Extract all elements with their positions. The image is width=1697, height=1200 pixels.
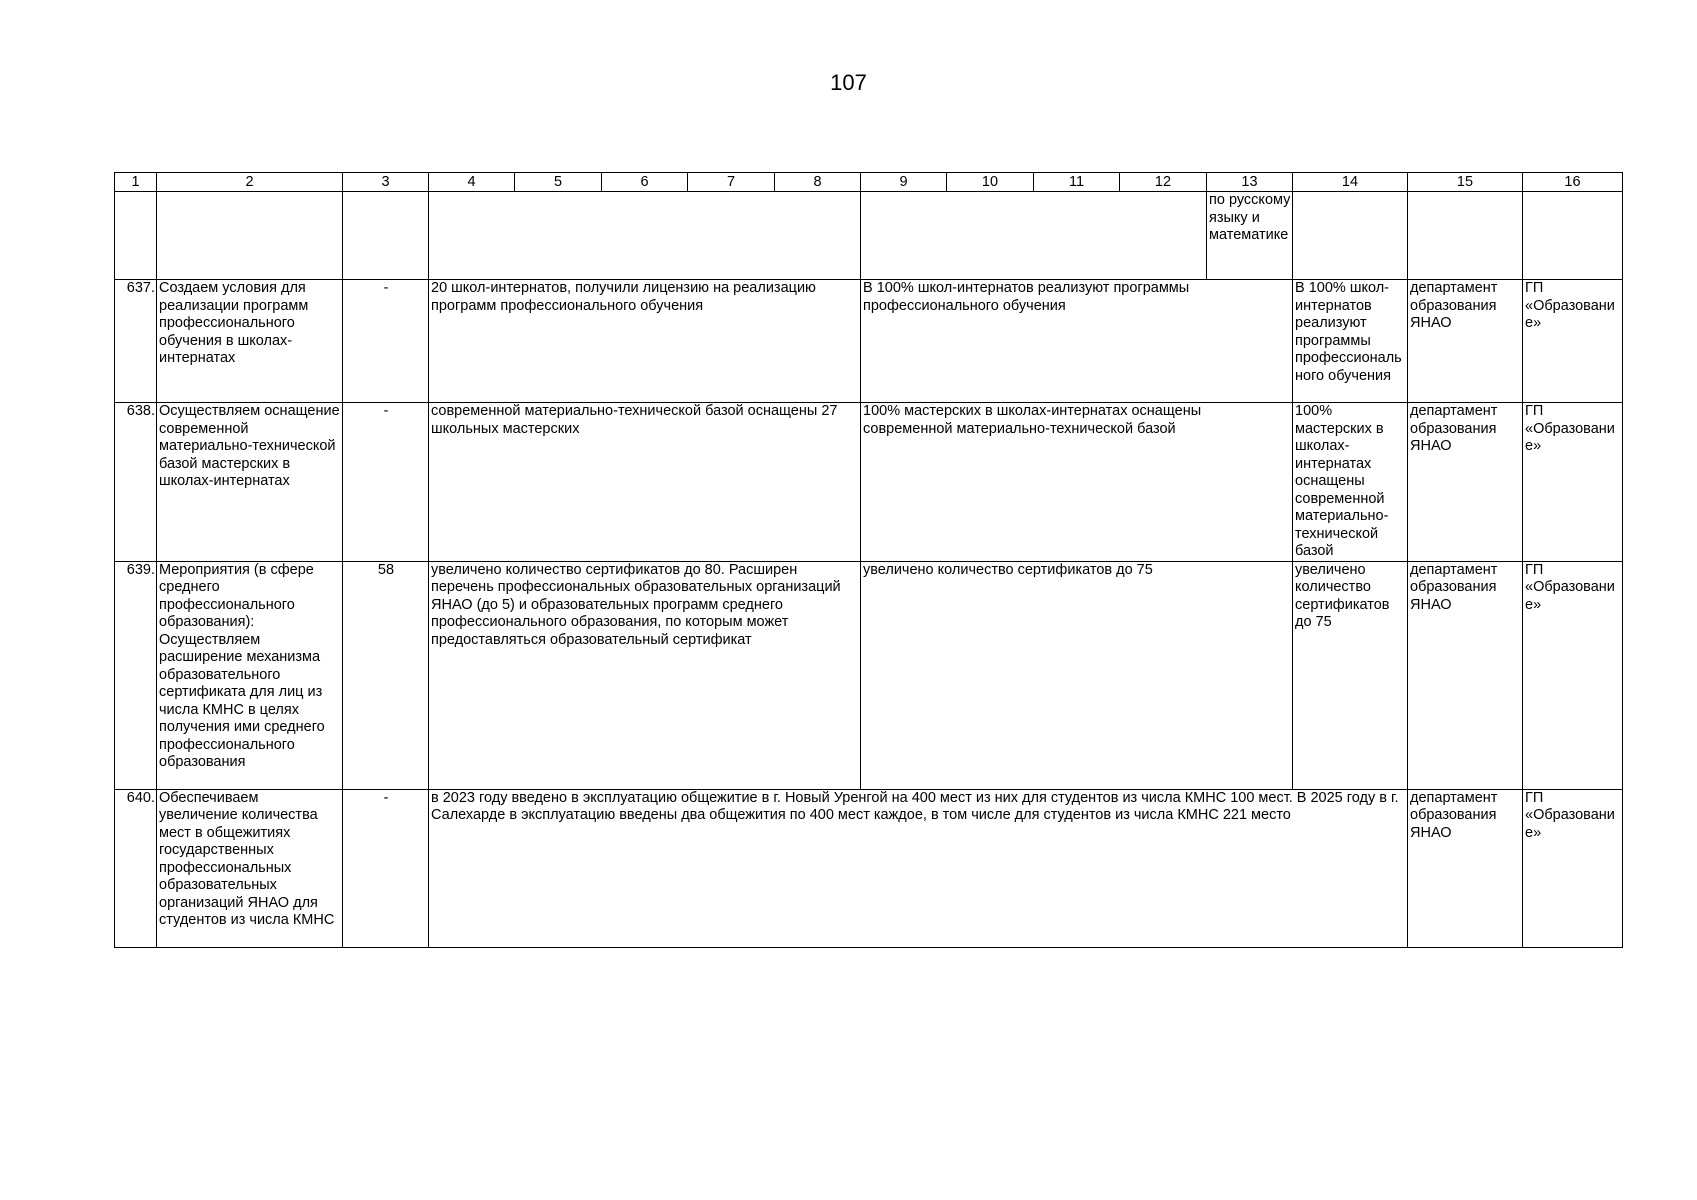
table-row: [115, 561, 1623, 789]
header-cell-4: 4: [429, 173, 515, 192]
responsible-executor: департамент образования ЯНАО: [1408, 561, 1523, 789]
cont-cell-16: [1523, 192, 1623, 280]
result-cols-4-14: в 2023 году введено в эксплуатацию общежитие в г. Новый Уренгой на 400 мест из них для студентов из числа КМНС 100 мест. В 2025 году в г. Салехарде в эксплуатацию введены два общежития по 400 мест каждое, в том числе для студентов из числа КМНС 221 место: [429, 789, 1408, 947]
header-cell-2: 2: [157, 173, 343, 192]
header-cell-16: 16: [1523, 173, 1623, 192]
header-cell-10: 10: [947, 173, 1034, 192]
table-row: [115, 789, 1623, 947]
result-col-14: В 100% школ-интернатов реализуют программы профессионального обучения: [1293, 280, 1408, 403]
header-cell-11: 11: [1034, 173, 1120, 192]
header-cell-12: 12: [1120, 173, 1207, 192]
header-cell-5: 5: [515, 173, 602, 192]
header-cell-9: 9: [861, 173, 947, 192]
state-program: ГП «Образование»: [1523, 280, 1623, 403]
state-program: ГП «Образование»: [1523, 403, 1623, 562]
row-number: 639.: [115, 561, 157, 789]
header-cell-7: 7: [688, 173, 775, 192]
measure-name: Обеспечиваем увеличение количества мест в общежитиях государственных профессиональных образовательных организаций ЯНАО для студентов из числа КМНС: [157, 789, 343, 947]
table-row: [115, 403, 1623, 562]
header-cell-6: 6: [602, 173, 688, 192]
cont-cell-9-12: [861, 192, 1207, 280]
result-cols-9-13: В 100% школ-интернатов реализуют программы профессионального обучения: [861, 280, 1293, 403]
header-cell-8: 8: [775, 173, 861, 192]
result-cols-9-13: увеличено количество сертификатов до 75: [861, 561, 1293, 789]
header-cell-14: 14: [1293, 173, 1408, 192]
cont-cell-15: [1408, 192, 1523, 280]
state-program: ГП «Образование»: [1523, 789, 1623, 947]
table-row: [115, 280, 1623, 403]
responsible-executor: департамент образования ЯНАО: [1408, 789, 1523, 947]
result-cols-4-8: современной материально-технической базой оснащены 27 школьных мастерских: [429, 403, 861, 562]
cont-cell-1: [115, 192, 157, 280]
row-number: 640.: [115, 789, 157, 947]
result-cols-4-8: увеличено количество сертификатов до 80. Расширен перечень профессиональных образовательных организаций ЯНАО (до 5) и образовательных программ среднего профессионального образования, по которым может предоставляться образовательный сертификат: [429, 561, 861, 789]
cont-cell-14: [1293, 192, 1408, 280]
result-cols-4-8: 20 школ-интернатов, получили лицензию на реализацию программ профессионального обучения: [429, 280, 861, 403]
cont-cell-4-8: [429, 192, 861, 280]
responsible-executor: департамент образования ЯНАО: [1408, 403, 1523, 562]
funding-value: 58: [343, 561, 429, 789]
measure-name: Создаем условия для реализации программ профессионального обучения в школах-интернатах: [157, 280, 343, 403]
measure-name: Мероприятия (в сфере среднего профессионального образования): Осуществляем расширение механизма образовательного сертификата для лиц из числа КМНС в целях получения ими среднего профессионального образования: [157, 561, 343, 789]
header-row: [115, 173, 1623, 192]
cont-cell-2: [157, 192, 343, 280]
row-number: 638.: [115, 403, 157, 562]
measure-name: Осуществляем оснащение современной материально-технической базой мастерских в школах-интернатах: [157, 403, 343, 562]
cont-cell-13: по русскому языку и математике: [1207, 192, 1293, 280]
responsible-executor: департамент образования ЯНАО: [1408, 280, 1523, 403]
funding-value: -: [343, 403, 429, 562]
state-program: ГП «Образование»: [1523, 561, 1623, 789]
page-number: 107: [830, 70, 867, 95]
result-col-14: 100% мастерских в школах-интернатах оснащены современной материально-технической базой: [1293, 403, 1408, 562]
result-col-14: увеличено количество сертификатов до 75: [1293, 561, 1408, 789]
header-cell-15: 15: [1408, 173, 1523, 192]
cont-cell-3: [343, 192, 429, 280]
header-cell-1: 1: [115, 173, 157, 192]
funding-value: -: [343, 789, 429, 947]
header-cell-13: 13: [1207, 173, 1293, 192]
result-cols-9-13: 100% мастерских в школах-интернатах оснащены современной материально-технической базой: [861, 403, 1293, 562]
continuation-row: [115, 192, 1623, 280]
header-cell-3: 3: [343, 173, 429, 192]
measures-table: [114, 172, 1623, 948]
funding-value: -: [343, 280, 429, 403]
row-number: 637.: [115, 280, 157, 403]
